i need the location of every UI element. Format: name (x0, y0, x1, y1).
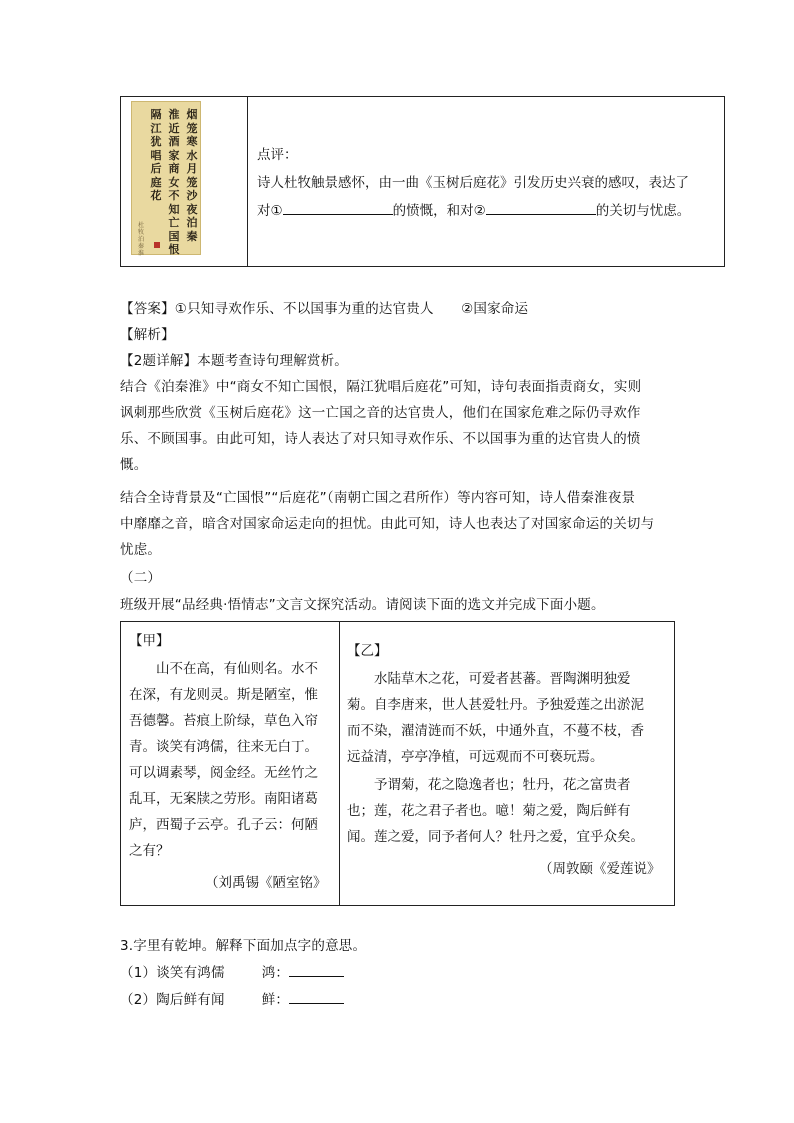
calligraphy-column-1: 烟笼寒水月笼沙夜泊秦 (186, 108, 198, 243)
jia-line: 青。谈笑有鸿儒，往来无白丁。 (129, 739, 318, 755)
comment-line-2-part-a: 对① (257, 203, 283, 219)
para1-line-4: 慨。 (120, 457, 148, 473)
jia-line: 乱耳，无案牍之劳形。南阳诸葛 (129, 791, 318, 807)
classical-text-table (120, 621, 675, 906)
calligraphy-column-3: 隔江犹唱后庭花 (150, 108, 162, 202)
comment-line-2-part-b: 的愤慨，和对② (392, 203, 486, 219)
answer-blank-1[interactable] (289, 964, 344, 977)
question-3-item-1 (120, 961, 344, 981)
comment-line-2 (257, 197, 690, 225)
question-3-title: 3.字里有乾坤。解释下面加点字的意思。 (120, 938, 367, 954)
para1-line-3: 乐、不顾国事。由此可知，诗人表达了对只知寻欢作乐、不以国事为重的达官贵人的愤 (120, 431, 641, 447)
question-3-item-2 (120, 988, 344, 1008)
seal-stamp (154, 242, 160, 248)
table-divider (247, 97, 248, 266)
yi-line: 而不染，濯清涟而不妖，中通外直，不蔓不枝，香 (347, 723, 644, 739)
para2-line-1: 结合全诗背景及“亡国恨”“后庭花”（南朝亡国之君所作）等内容可知，诗人借秦淮夜景 (120, 490, 636, 506)
para2-line-2: 中靡靡之音，暗含对国家命运走向的担忧。由此可知，诗人也表达了对国家命运的关切与 (120, 516, 655, 532)
item-1-char: 鸿： (261, 965, 290, 981)
yi-line: 闻。莲之爱，同予者何人？牡丹之爱，宜乎众矣。 (347, 829, 644, 845)
para2-line-3: 忧虑。 (120, 542, 162, 558)
calligraphy-column-2: 淮近酒家商女不知亡国恨 (168, 108, 180, 256)
section-intro: 班级开展“品经典·悟情志”文言文探究活动。请阅读下面的选文并完成下面小题。 (120, 597, 605, 613)
comment-block (257, 141, 690, 225)
jia-line: 可以调素琴，阅金经。无丝竹之 (129, 765, 318, 781)
table-divider (339, 622, 340, 905)
jia-line: 山不在高，有仙则名。水不 (129, 661, 318, 677)
para1-line-1: 结合《泊秦淮》中“商女不知亡国恨，隔江犹唱后庭花”可知，诗句表面指责商女，实则 (120, 379, 642, 395)
jia-line: 吾德馨。苔痕上阶绿，草色入帘 (129, 713, 318, 729)
calligraphy-image (131, 101, 201, 255)
blank-2[interactable] (486, 200, 596, 215)
jia-label: 【甲】 (129, 633, 170, 649)
yi-label: 【乙】 (347, 643, 388, 659)
yi-source: （周敦颐《爱莲说》 (539, 861, 661, 877)
answer-line: 【答案】①只知寻欢作乐、不以国事为重的达官贵人 ②国家命运 (120, 301, 529, 317)
jia-line: 之有？ (129, 843, 170, 859)
analysis-label: 【解析】 (120, 327, 175, 343)
blank-1[interactable] (283, 200, 393, 215)
yi-line: 予谓菊，花之隐逸者也；牡丹，花之富贵者 (347, 777, 631, 793)
yi-line: 远益清，亭亭净植，可远观而不可亵玩焉。 (347, 749, 604, 765)
answer-blank-2[interactable] (289, 991, 344, 1004)
jia-line: 庐，西蜀子云亭。孔子云：何陋 (129, 817, 318, 833)
yi-line: 也；莲，花之君子者也。噫！菊之爱，陶后鲜有 (347, 803, 631, 819)
jia-source: （刘禹锡《陋室铭》 (205, 875, 327, 891)
section-heading: （二） (120, 570, 162, 586)
detail-label: 【2题详解】本题考查诗句理解赏析。 (120, 353, 348, 369)
item-1-text: （1）谈笑有鸿儒 (120, 965, 225, 981)
comment-label: 点评： (257, 147, 298, 163)
poem-comment-table (120, 96, 725, 267)
yi-line: 水陆草木之花，可爱者甚蕃。晋陶渊明独爱 (347, 671, 631, 687)
yi-line: 菊。自李唐来，世人甚爱牡丹。予独爱莲之出淤泥 (347, 697, 644, 713)
para1-line-2: 讽刺那些欣赏《玉树后庭花》这一亡国之音的达官贵人，他们在国家危难之际仍寻欢作 (120, 405, 641, 421)
jia-line: 在深，有龙则灵。斯是陋室，惟 (129, 687, 318, 703)
calligraphy-signature: 杜牧泊秦淮 (138, 222, 145, 257)
comment-line-1: 诗人杜牧触景感怀，由一曲《玉树后庭花》引发历史兴衰的感叹，表达了 (257, 175, 689, 191)
item-2-char: 鲜： (261, 992, 290, 1008)
comment-line-2-part-c: 的关切与忧虑。 (595, 203, 691, 219)
item-2-text: （2）陶后鲜有闻 (120, 992, 225, 1008)
